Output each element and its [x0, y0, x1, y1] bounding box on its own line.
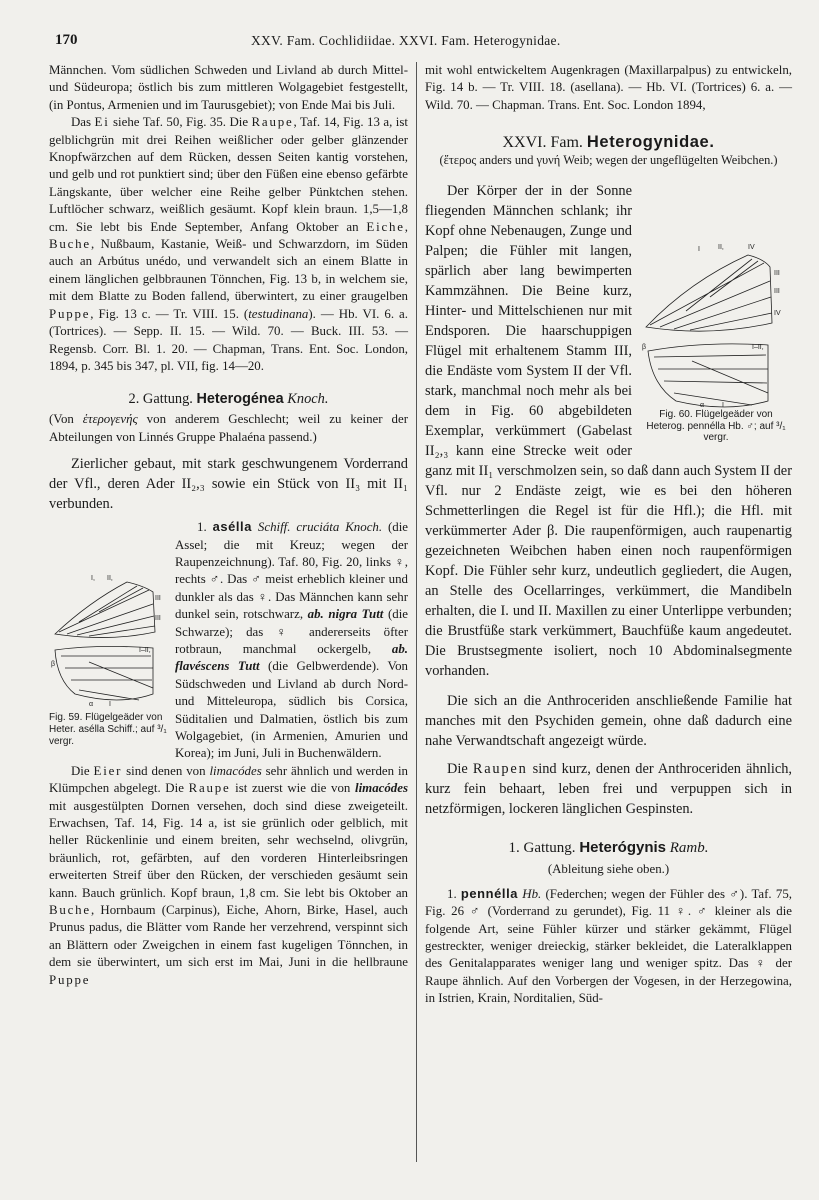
paragraph-relationships: Die sich an die Anthroceriden anschließende Familie hat manches mit den Psychiden gemein, ohne daß dadurch eine nahe Verwandtschaft angezeigt würde.: [425, 693, 792, 750]
svg-text:I: I: [698, 246, 700, 254]
svg-text:III: III: [155, 615, 161, 623]
figure-59-caption: Fig. 59. Flügelgeäder von Heter. asélla Schiff.; auf ³/₁ vergr.: [49, 712, 167, 748]
figure-60: [640, 241, 792, 444]
family-heading-heterogynidae: XXVI. Fam. Heterogynidae.: [502, 133, 715, 152]
genus-diagnosis: Zierlicher gebaut, mit stark geschwungenem Vorderrand der Vfl., deren Ader II₂,₃ sowie ein Stück von II₃ mit II₁ verbunden.: [49, 456, 408, 513]
svg-text:III: III: [155, 595, 161, 603]
running-title: XXV. Fam. Cochlidiidae. XXVI. Fam. Heterogynidae.: [251, 33, 561, 48]
svg-text:I: I: [109, 701, 111, 709]
figure-59: [49, 572, 167, 748]
paragraph-larvae: Die Raupen sind kurz, denen der Anthroceriden ähnlich, kurz fein behaart, leben frei und verpuppen sich in netzförmigen, lockeren länglichen Gespinsten.: [425, 761, 792, 818]
svg-text:IV: IV: [748, 244, 755, 252]
genus-etymology-right: (Ableitung siehe oben.): [547, 862, 670, 877]
svg-text:α: α: [700, 402, 705, 410]
paragraph-continuation: mit wohl entwickeltem Augenkragen (Maxillarpalpus) zu entwickeln, Fig. 14 b. — Tr. VIII. 18. (asellana). — Hb. VI. (Tortrices) 6. a. — Wild. 70. — Chapman. Trans. Ent. Soc. London 1894,: [425, 63, 792, 112]
svg-text:I: I: [722, 402, 724, 410]
svg-text:α: α: [89, 701, 94, 709]
svg-text:IV: IV: [774, 310, 781, 318]
svg-text:I–II,: I–II,: [752, 344, 764, 352]
svg-text:I,: I,: [91, 575, 95, 583]
species-pennella: 1. pennélla Hb. (Federchen; wegen der Fühler des ♂). Taf. 75, Fig. 26 ♂ (Vorderrand zu gerundet), Fig. 11 ♀. ♂ kleiner als die folgende Art, seine Fühler kürzer und stärker gekämmt, Flügel gestreckter, weniger dreieckig, stärker bekleidet, die Lateralklappen des Genitalapparates weniger lang und weniger spitz. Das ♀ der Raupe ähnlich. Auf den Vorbergen der Vogesen, in der Herzegowina, in Istrien, Krain, Norditalien, Süd-: [425, 885, 793, 1006]
wing-venation-diagram: [49, 572, 167, 710]
genus-etymology: (Von ἑτερογενής von anderem Geschlecht; weil zu keiner der Abteilungen von Linnés Gruppe Phalaéna passend.): [49, 412, 408, 444]
family-etymology: (ἕτερος anders und γυνή Weib; wegen der ungeflügelten Weibchen.): [439, 152, 778, 167]
species-asella: 1. asélla Schiff. cruciáta Knoch. (die Assel; die mit Kreuz; wegen der Raupenzeichnung). Taf. 80, Fig. 20, links ♀, rechts ♂. Das ♂ meist erheblich kleiner und dunkler als das ♀. Das Männchen kann sehr dunkel sein, rotschwarz, ab. nigra Tutt (die Schwarze); das ♀ andererseits öfter rotbraun, manchmal ockergelb, ab. flavéscens Tutt (die Gelbwerdende). Von Südschweden und Livland ab durch Nord- und Mitteleuropa, südlich bis Corsica, Süditalien und Dalmatien, östlich bis zum Wolgagebiet, (in Armenien, Amurien und Korea); im Juni, Juli in Buchenwäldern.: [175, 519, 409, 761]
svg-text:I–II,: I–II,: [139, 647, 151, 655]
family-description: Der Körper der in der Sonne fliegenden Männchen schlank; ihr Kopf ohne Nebenaugen, Zunge und Palpen; die Fühler mit langen, spärlich aber lang bewimperten Kammzähnen. Die Beine kurz, Hinter- und Mittelschienen nur mit Endsporen. Die haarschuppigen Flügel mit erhaltenem Stamm III, die Endäste vom System II der Vfl. stark, manchmal noch mehr als bei dem in Fig. 60 abgebildeten Exemplar, verkümmert (Gabelast II₂,₃ kann eine Strecke weit oder ganz mit II₁ verschmolzen sein, so daß dann auch System II der Vfl. nur 2 Endäste zeigt, wie es bei den höheren Schmetterlingen die Regel ist für die Hfl.); die Hfl. mit verkümmerter Ader β. Die raupenförmigen, auch raupenartig gezeichneten Weibchen haben einen noch raupenförmigen Kopf. Die Fühler sehr kurz, undeutlich gegliedert, die Augen, an Stelle des Ocellarringes, verkümmert, die Mandibeln erhalten, die I. und II. Maxillen zu einer Unterlippe verbunden; die Brustfüße stark verkümmert, Bauchfüße kaum angedeutet. Die Brustsegmente isoliert, noch 10 Abdominalsegmente vorhanden.: [425, 183, 792, 680]
paragraph-egg-larva: Das Ei siehe Taf. 50, Fig. 35. Die Raupe, Taf. 14, Fig. 13 a, ist gelblichgrün mit drei Reihen weißlicher oder gelber glänzender Knopfwärzchen auf dem Rücken, dessen Seiten kantig vorstehen, und gelb und rot punktiert sind; über den Füßen eine ebenso gefärbte Längskante, über welcher eine Reihe gelber Pünktchen stehen. Luftlöcher schwarz, weißlich gesäumt. Kopf klein braun. 1,5—1,8 cm. Sie lebt bis Ende September, Anfang Oktober an Eiche, Buche, Nußbaum, Kastanie, Weiß- und Schwarzdorn, im Süden auch an Arbútus unédo, und verwandelt sich an einem Blatte in einem länglichen gelbbraunen Tönnchen, Fig. 13 b, in welchem sie, mit dem Blatte zu Boden fallend, überwintert, zu einer graugelben Puppe, Fig. 13 c. — Tr. VIII. 15. (testudinana). — Hb. VI. 6. a. (Tortrices). — Sepp. II. 15. — Wild. 70. — Buck. III. 53. — Regensb. Corr. Bl. 1. 20. — Chapman, Trans. Ent. Soc. London, 1894, p. 345 bis 347, pl. VII, fig. 14—20.: [49, 115, 408, 373]
svg-text:II,: II,: [718, 244, 724, 252]
column-divider: [416, 62, 417, 1162]
page-number: 170: [55, 32, 78, 48]
svg-text:II,: II,: [107, 575, 113, 583]
right-column: [425, 62, 792, 1008]
figure-60-caption: Fig. 60. Flügelgeäder von Heterog. pennélla Hb. ♂; auf ³/₁ vergr.: [646, 409, 786, 444]
left-column: [49, 62, 408, 989]
genus-heading-heterogenea: 2. Gattung. Heterogénea Knoch.: [128, 391, 329, 408]
svg-text:III: III: [774, 270, 780, 278]
page-header: [55, 32, 785, 52]
svg-text:β: β: [51, 661, 56, 669]
svg-text:III: III: [774, 288, 780, 296]
paragraph-distribution: Männchen. Vom südlichen Schweden und Livland ab durch Mittel- und Südeuropa; östlich bis zum mittleren Wolgagebiet festgestellt, (in Pontus, Armenien und im Taurusgebiet); von Ende Mai bis Juli.: [49, 63, 408, 112]
paragraph-eggs-larva-asella: Die Eier sind denen von limacódes sehr ähnlich und werden in Klümpchen abgelegt. Die Raupe ist zuerst wie die von limacódes mit ausgestülpten Dornen versehen, doch sind diese zweigeteilt. Erwachsen, Taf. 14, Fig. 14 a, ist sie grünlich oder gelblich, mit heller Rückenlinie und einem breiten, sehr wechselnd, olivgrün, bräunlich, rot, gefärbten, auf den vorderen Hinterleibsringen erweiterten Streif über den Rücken, der verschieden gesäumt sein kann. Bauch grünlich. Kopf braun, 1,8 cm. Sie lebt bis Oktober an Buche, Hornbaum (Carpinus), Eiche, Ahorn, Birke, Hasel, auch Prunus padus, die Blätter vom Rande her verzehrend, verspinnt sich an Blättern oder Zweigchen in einem fast kugeligen Tönnchen, in dem sie überwintert, um sich erst im Mai, Juni in die hellbraune Puppe: [49, 763, 408, 987]
svg-text:β: β: [642, 344, 647, 352]
wing-venation-diagram: [640, 241, 792, 409]
genus-heading-heterogynis: 1. Gattung. Heterógynis Ramb.: [508, 839, 709, 857]
